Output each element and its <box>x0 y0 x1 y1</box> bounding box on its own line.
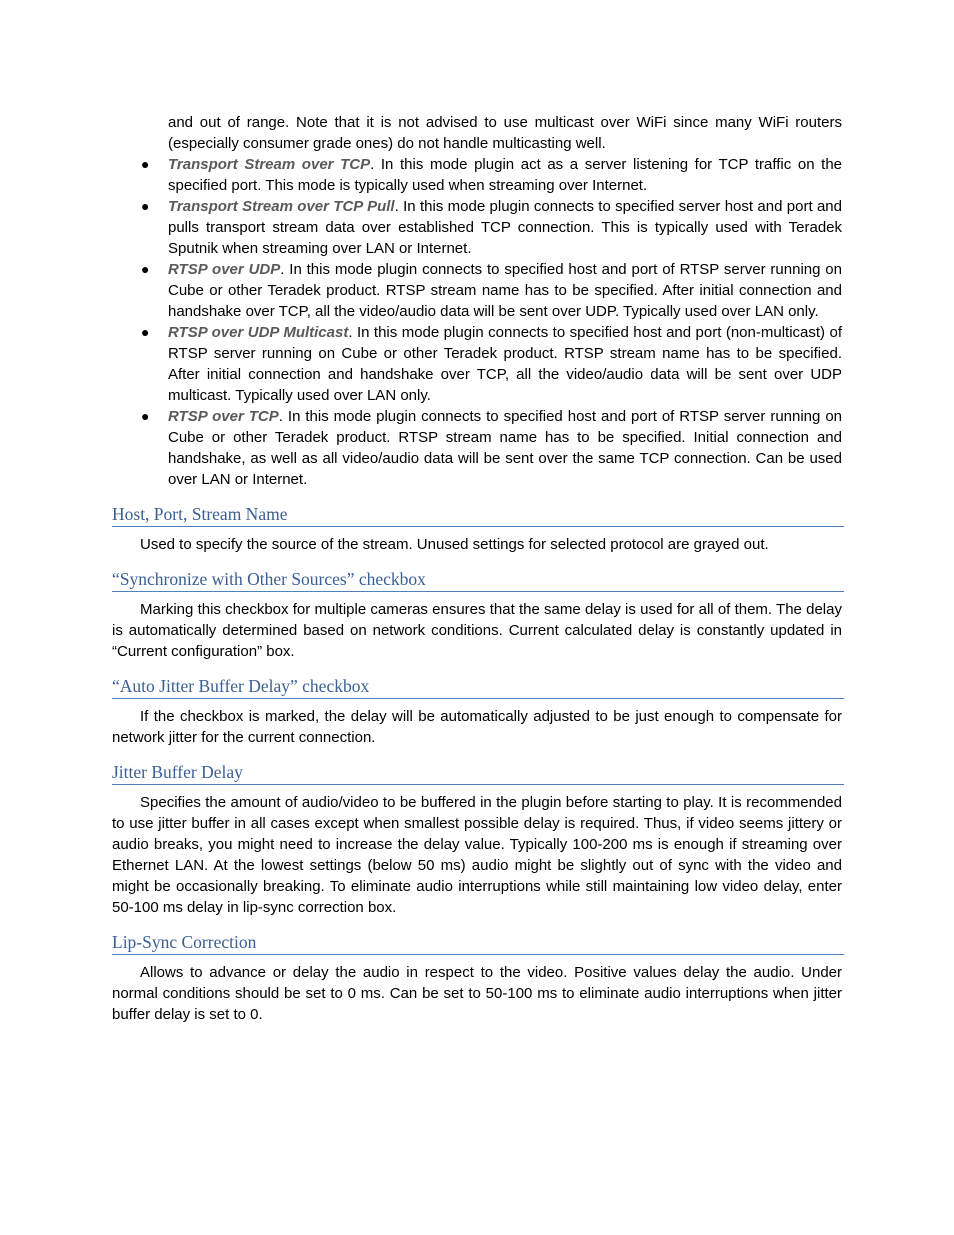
section-heading: “Auto Jitter Buffer Delay” checkbox <box>112 675 844 699</box>
document-page <box>112 112 842 1025</box>
protocol-description: . In this mode plugin act as a server listening for TCP traffic on the specified port. This mode is typically used when streaming over Internet. <box>168 156 842 194</box>
bullet-dot-icon: ● <box>141 198 150 214</box>
section-synchronize-checkbox <box>112 568 842 662</box>
protocol-description: . In this mode plugin connects to specified server host and port and pulls transport stream data over established TCP connection. This is typically used with Teradek Sputnik when streaming over LAN or Internet. <box>168 198 842 257</box>
protocol-term: RTSP over UDP <box>168 261 281 278</box>
protocol-description: . In this mode plugin connects to specified host and port (non-multicast) of RTSP server running on Cube or other Teradek product. RTSP stream name has to be specified. After initial connection and handshake over TCP, all the video/audio data will be sent over UDP multicast. Typically used over LAN only. <box>168 324 842 404</box>
list-item <box>112 196 842 259</box>
list-item <box>112 259 842 322</box>
section-body: If the checkbox is marked, the delay will be automatically adjusted to be just enough to compensate for network jitter for the current connection. <box>112 708 842 746</box>
section-auto-jitter-checkbox <box>112 675 842 748</box>
protocol-description: . In this mode plugin connects to specified host and port of RTSP server running on Cube or other Teradek product. RTSP stream name has to be specified. After initial connection and handshake over TCP, all the video/audio data will be sent over UDP. Typically used over LAN only. <box>168 261 842 320</box>
section-heading: Lip-Sync Correction <box>112 931 844 955</box>
list-item <box>112 406 842 490</box>
protocol-description: . In this mode plugin connects to specified host and port of RTSP server running on Cube or other Teradek product. RTSP stream name has to be specified. Initial connection and handshake, as well as all video/audio data will be sent over the same TCP connection. Can be used over LAN or Internet. <box>168 408 843 488</box>
protocol-term: RTSP over UDP Multicast <box>168 324 349 341</box>
section-jitter-buffer-delay <box>112 761 842 918</box>
protocol-term: Transport Stream over TCP <box>168 156 371 173</box>
section-body: Specifies the amount of audio/video to be buffered in the plugin before starting to play. It is recommended to use jitter buffer in all cases except when smallest possible delay is required. Thus, if video seems jittery or audio breaks, you might need to increase the delay value. Typically 100-200 ms is enough if streaming over Ethernet LAN. At the lowest settings (below 50 ms) audio might be slightly out of sync with the video and might be occasionally breaking. To eliminate audio interruptions while still maintaining low video delay, enter 50-100 ms delay in lip-sync correction box. <box>112 794 842 916</box>
section-lip-sync-correction <box>112 931 842 1025</box>
section-body: Allows to advance or delay the audio in respect to the video. Positive values delay the audio. Under normal conditions should be set to 0 ms. Can be set to 50-100 ms to eliminate audio interruptions when jitter buffer delay is set to 0. <box>112 964 842 1023</box>
list-item <box>112 322 842 406</box>
protocol-term: Transport Stream over TCP Pull <box>168 198 395 215</box>
bullet-dot-icon: ● <box>141 156 150 172</box>
section-heading: Jitter Buffer Delay <box>112 761 844 785</box>
bullet-dot-icon: ● <box>141 261 150 277</box>
protocol-term: RTSP over TCP <box>168 408 279 425</box>
section-body: Used to specify the source of the stream. Unused settings for selected protocol are grayed out. <box>140 536 769 553</box>
protocol-list <box>112 154 842 490</box>
section-heading: Host, Port, Stream Name <box>112 503 844 527</box>
bullet-dot-icon: ● <box>141 324 150 340</box>
section-body: Marking this checkbox for multiple cameras ensures that the same delay is used for all of them. The delay is automatically determined based on network conditions. Current calculated delay is constantly updated in “Current configuration” box. <box>112 601 842 660</box>
list-item <box>112 154 842 196</box>
section-host-port-stream-name <box>112 503 842 555</box>
bullet-dot-icon: ● <box>141 408 150 424</box>
intro-continuation-text: and out of range. Note that it is not advised to use multicast over WiFi since many WiFi routers (especially consumer grade ones) do not handle multicasting well. <box>168 114 842 152</box>
section-heading: “Synchronize with Other Sources” checkbox <box>112 568 844 592</box>
